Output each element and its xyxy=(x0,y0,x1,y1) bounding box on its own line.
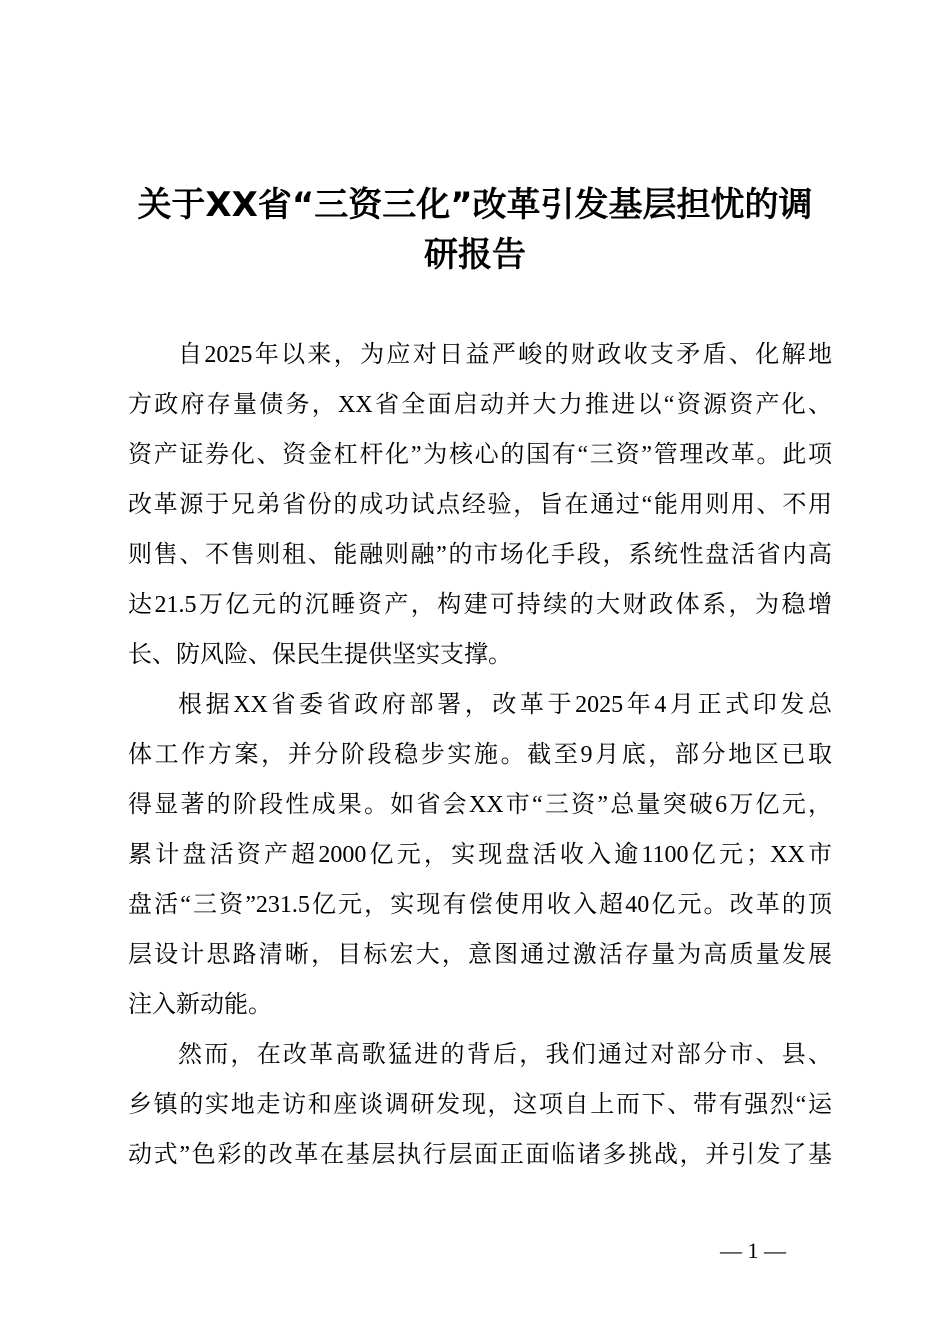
paragraph-2-line: 得显著的阶段性成果。如省会XX市“三资”总量突破6万亿元， xyxy=(128,792,832,818)
page-number: — 1 — xyxy=(720,1238,786,1263)
document-title-line: 研报告 xyxy=(424,235,526,275)
paragraph-1-line: 自2025年以来，为应对日益严峻的财政收支矛盾、化解地 xyxy=(178,342,832,368)
paragraph-3-line: 动式”色彩的改革在基层执行层面正面临诸多挑战，并引发了基 xyxy=(128,1142,832,1168)
document-title-line: 关于XX省“三资三化”改革引发基层担忧的调 xyxy=(137,185,813,225)
paragraph-2-line: 盘活“三资”231.5亿元，实现有偿使用收入超40亿元。改革的顶 xyxy=(128,892,832,918)
paragraph-1-line: 达21.5万亿元的沉睡资产，构建可持续的大财政体系，为稳增 xyxy=(128,592,832,618)
paragraph-1-line: 改革源于兄弟省份的成功试点经验，旨在通过“能用则用、不用 xyxy=(128,492,832,518)
paragraph-2-line: 体工作方案，并分阶段稳步实施。截至9月底，部分地区已取 xyxy=(128,742,832,768)
paragraph-3-line: 然而，在改革高歌猛进的背后，我们通过对部分市、县、 xyxy=(178,1042,832,1068)
paragraph-1-line: 方政府存量债务，XX省全面启动并大力推进以“资源资产化、 xyxy=(128,392,832,418)
paragraph-2-line: 注入新动能。 xyxy=(128,992,272,1018)
paragraph-2-line: 根据XX省委省政府部署，改革于2025年4月正式印发总 xyxy=(178,692,832,718)
paragraph-3-line: 乡镇的实地走访和座谈调研发现，这项自上而下、带有强烈“运 xyxy=(128,1092,832,1118)
paragraph-1-line: 长、防风险、保民生提供坚实支撑。 xyxy=(128,642,512,668)
paragraph-2-line: 层设计思路清晰，目标宏大，意图通过激活存量为高质量发展 xyxy=(128,942,832,968)
paragraph-1-line: 资产证券化、资金杠杆化”为核心的国有“三资”管理改革。此项 xyxy=(128,442,832,468)
paragraph-2-line: 累计盘活资产超2000亿元，实现盘活收入逾1100亿元；XX市 xyxy=(128,842,832,868)
paragraph-1-line: 则售、不售则租、能融则融”的市场化手段，系统性盘活省内高 xyxy=(128,542,832,568)
